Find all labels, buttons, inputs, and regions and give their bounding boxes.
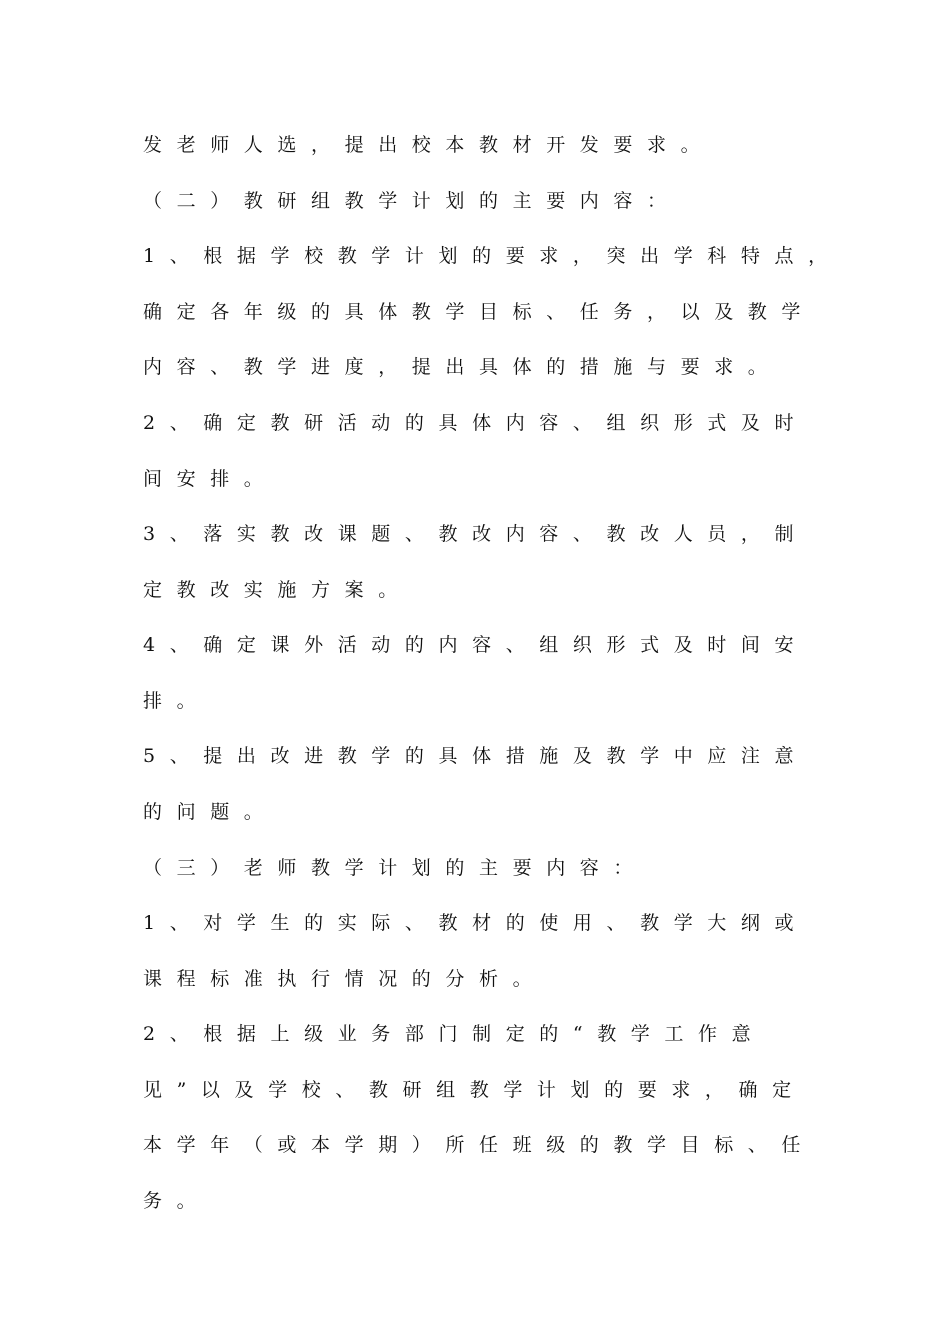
- section-heading: （三）老师教学计划的主要内容：: [143, 857, 648, 879]
- section-heading: （二）教研组教学计划的主要内容：: [143, 190, 681, 212]
- text-line: 4、确定课外活动的内容、组织形式及时间安: [143, 634, 809, 656]
- text-line: 见”以及学校、教研组教学计划的要求，确定: [143, 1079, 806, 1101]
- text-line: 1、根据学校教学计划的要求，突出学科特点，: [143, 245, 842, 267]
- text-line: 内容、教学进度，提出具体的措施与要求。: [143, 356, 782, 378]
- text-line: 2、根据上级业务部门制定的“教学工作意: [143, 1023, 766, 1045]
- text-line: 定教改实施方案。: [143, 579, 412, 601]
- text-line: 本学年（或本学期）所任班级的教学目标、任: [143, 1134, 816, 1156]
- text-line: 务。: [143, 1190, 211, 1212]
- text-line: 5、提出改进教学的具体措施及教学中应注意: [143, 745, 809, 767]
- text-line: 课程标准执行情况的分析。: [143, 968, 547, 990]
- text-line: 发老师人选，提出校本教材开发要求。: [143, 134, 715, 156]
- text-line: 的问题。: [143, 801, 278, 823]
- text-line: 2、确定教研活动的具体内容、组织形式及时: [143, 412, 809, 434]
- text-line: 1、对学生的实际、教材的使用、教学大纲或: [143, 912, 809, 934]
- text-line: 排。: [143, 690, 211, 712]
- text-line: 3、落实教改课题、教改内容、教改人员，制: [143, 523, 809, 545]
- text-line: 确定各年级的具体教学目标、任务，以及教学: [143, 301, 816, 323]
- text-line: 间安排。: [143, 468, 278, 490]
